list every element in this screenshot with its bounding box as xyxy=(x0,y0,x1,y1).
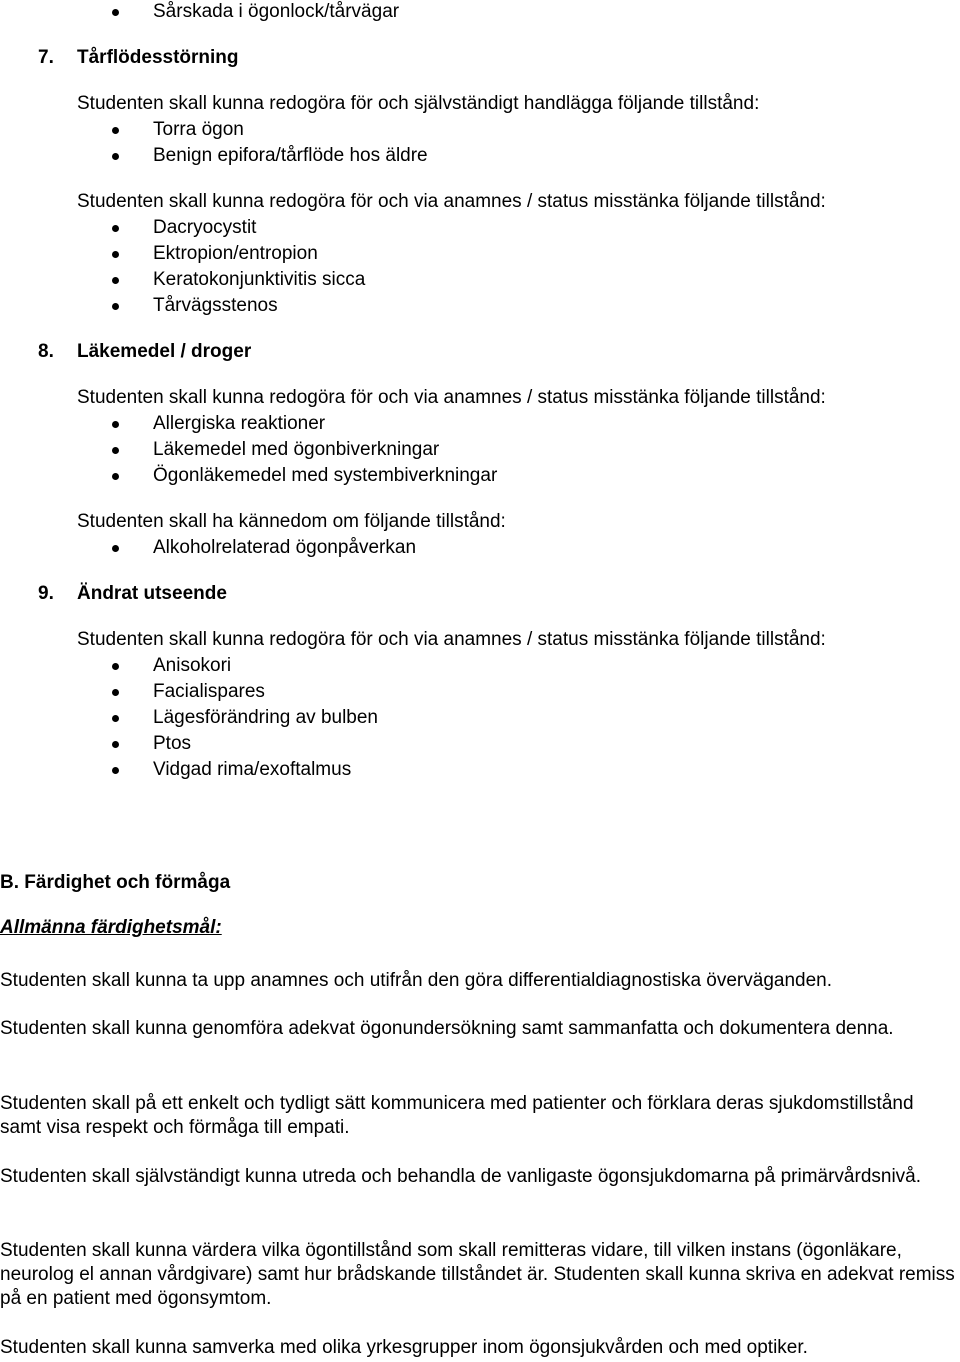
list-item: Vidgad rima/exoftalmus xyxy=(153,759,352,780)
bullet-icon xyxy=(112,303,119,310)
bullet-icon xyxy=(112,421,119,428)
section-number: 7. xyxy=(38,47,54,68)
list-item: Facialispares xyxy=(153,681,265,702)
section-intro: Studenten skall kunna redogöra för och via anamnes / status misstänka följande tillstånd: xyxy=(77,629,826,650)
bullet-icon xyxy=(112,741,119,748)
list-item: Alkoholrelaterad ögonpåverkan xyxy=(153,537,417,558)
bullet-icon xyxy=(112,767,119,774)
bullet-icon xyxy=(112,153,119,160)
list-item: Torra ögon xyxy=(153,119,244,140)
bullet-icon xyxy=(112,663,119,670)
section-b-title: B. Färdighet och förmåga xyxy=(0,872,231,893)
section-intro: Studenten skall kunna redogöra för och via anamnes / status misstänka följande tillstånd: xyxy=(77,387,826,408)
bullet-icon xyxy=(112,251,119,258)
section-title: Tårflödesstörning xyxy=(77,47,239,68)
list-item: Lägesförändring av bulben xyxy=(153,707,379,728)
bullet-icon xyxy=(112,545,119,552)
section-intro: Studenten skall ha kännedom om följande tillstånd: xyxy=(77,511,506,532)
list-item: Allergiska reaktioner xyxy=(153,413,326,434)
list-item: Ektropion/entropion xyxy=(153,243,318,264)
list-item: Ögonläkemedel med systembiverkningar xyxy=(153,465,498,486)
bullet-icon xyxy=(112,277,119,284)
paragraph: Studenten skall kunna samverka med olika yrkesgrupper inom ögonsjukvården och med optiker. xyxy=(0,1337,808,1358)
section-intro: Studenten skall kunna redogöra för och via anamnes / status misstänka följande tillstånd: xyxy=(77,191,826,212)
bullet-icon xyxy=(112,447,119,454)
bullet-icon xyxy=(112,127,119,134)
bullet-icon xyxy=(112,473,119,480)
section-title: Läkemedel / droger xyxy=(77,341,252,362)
list-item: Ptos xyxy=(153,733,192,754)
paragraph: Studenten skall självständigt kunna utreda och behandla de vanligaste ögonsjukdomarna på primärvårdsnivå. xyxy=(0,1166,922,1187)
list-item: Sårskada i ögonlock/tårvägar xyxy=(153,1,400,22)
paragraph: Studenten skall kunna genomföra adekvat ögonundersökning samt sammanfatta och dokumentera denna. xyxy=(0,1018,894,1039)
list-item: Benign epifora/tårflöde hos äldre xyxy=(153,145,428,166)
section-number: 9. xyxy=(38,583,54,604)
bullet-icon xyxy=(112,9,119,16)
paragraph: Studenten skall kunna värdera vilka ögontillstånd som skall remitteras vidare, till vilken instans (ögonläkare, neurolog el annan vårdgivare) samt hur brådskande tillståndet är. Studenten skall kunna skriva en adekvat remiss på en patient med ögonsymtom. xyxy=(0,1240,955,1309)
list-item: Tårvägsstenos xyxy=(153,295,278,316)
section-title: Ändrat utseende xyxy=(77,583,227,604)
paragraph: Studenten skall kunna ta upp anamnes och utifrån den göra differentialdiagnostiska överväganden. xyxy=(0,970,833,991)
bullet-icon xyxy=(112,225,119,232)
section-number: 8. xyxy=(38,341,54,362)
section-intro: Studenten skall kunna redogöra för och självständigt handlägga följande tillstånd: xyxy=(77,93,760,114)
paragraph: Studenten skall på ett enkelt och tydligt sätt kommunicera med patienter och förklara deras sjukdomstillstånd samt visa respekt och förmåga till empati. xyxy=(0,1093,914,1138)
list-item: Dacryocystit xyxy=(153,217,257,238)
list-item: Keratokonjunktivitis sicca xyxy=(153,269,366,290)
bullet-icon xyxy=(112,715,119,722)
list-item: Läkemedel med ögonbiverkningar xyxy=(153,439,440,460)
bullet-icon xyxy=(112,689,119,696)
section-b-subtitle: Allmänna färdighetsmål: xyxy=(0,917,222,938)
list-item: Anisokori xyxy=(153,655,232,676)
